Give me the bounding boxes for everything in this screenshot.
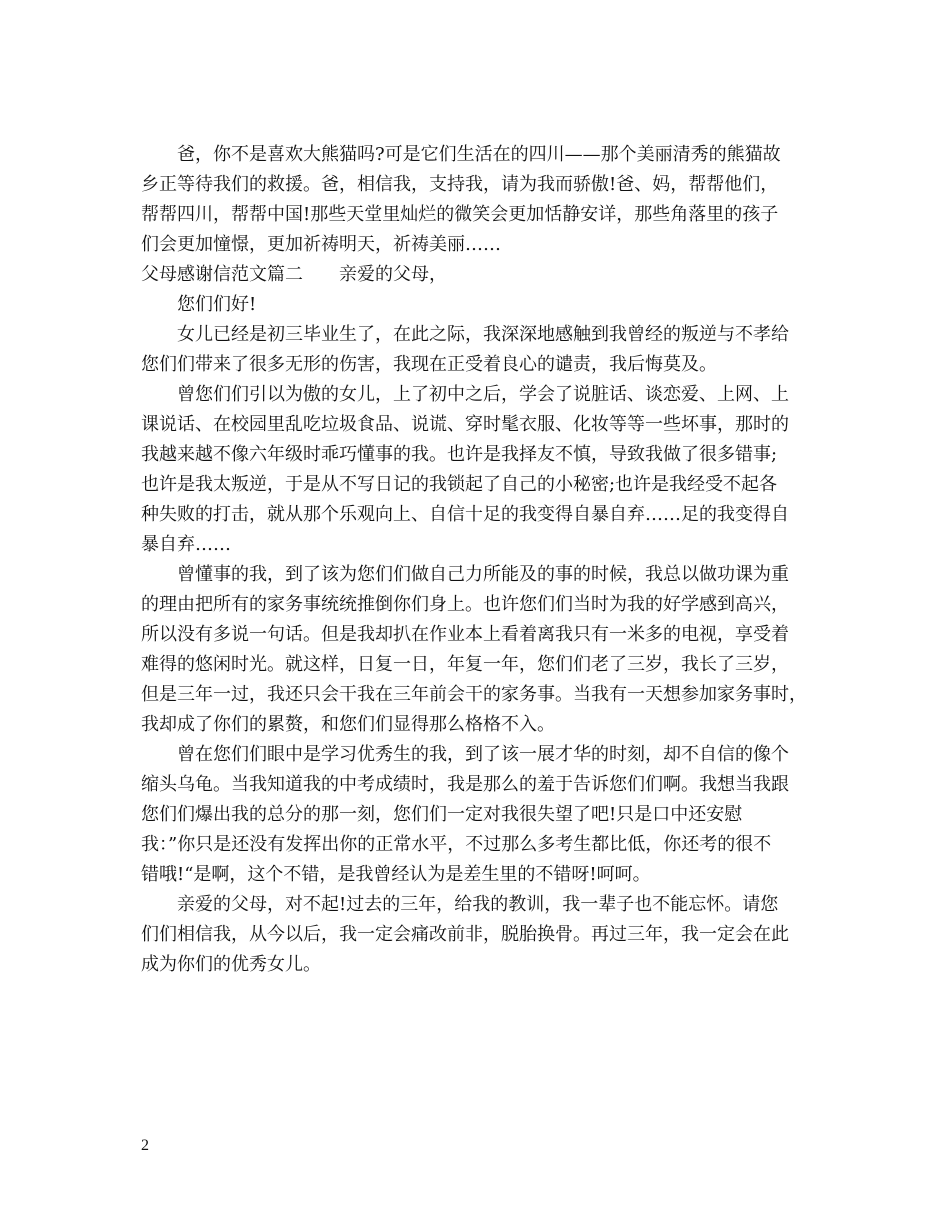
text-line: 暴自弃……: [141, 534, 231, 555]
text-line: 但是三年一过，我还只会干我在三年前会干的家务事。当我有一天想参加家务事时，: [141, 684, 807, 705]
text-line: 所以没有多说一句话。但是我却扒在作业本上看着离我只有一米多的电视，享受着: [141, 624, 789, 645]
greeting-line: 您们们好!: [141, 294, 257, 315]
text-line: 我却成了你们的累赘，和您们们显得那么格格不入。: [141, 714, 555, 735]
text-line: 成为你们的优秀女儿。: [141, 954, 321, 975]
text-line: 乡正等待我们的救援。爸，相信我，支持我，请为我而骄傲!爸、妈，帮帮他们，: [141, 174, 779, 195]
text-line: 女儿已经是初三毕业生了，在此之际，我深深地感触到我曾经的叛逆与不孝给: [141, 324, 789, 345]
text-line: 种失败的打击，就从那个乐观向上、自信十足的我变得自暴自弃……足的我变得自: [141, 504, 789, 525]
text-line: 课说话、在校园里乱吃垃圾食品、说谎、穿时髦衣服、化妆等等一些坏事，那时的: [141, 414, 789, 435]
text-line: 您们们带来了很多无形的伤害，我现在正受着良心的谴责，我后悔莫及。: [141, 354, 717, 375]
text-line: 错哦!“是啊，这个不错，是我曾经认为是差生里的不错呀!呵呵。: [141, 864, 651, 885]
text-line: 爸，你不是喜欢大熊猫吗?可是它们生活在的四川——那个美丽清秀的熊猫故: [141, 144, 781, 165]
text-line: 您们们爆出我的总分的那一刻，您们们一定对我很失望了吧!只是口中还安慰: [141, 804, 743, 825]
text-line: 们们相信我，从今以后，我一定会痛改前非，脱胎换骨。再过三年，我一定会在此: [141, 924, 789, 945]
text-line: 难得的悠闲时光。就这样，日复一日，年复一年，您们们老了三岁，我长了三岁，: [141, 654, 789, 675]
text-line: 亲爱的父母，对不起!过去的三年，给我的教训，我一辈子也不能忘怀。请您: [141, 894, 779, 915]
text-line: 曾您们们引以为傲的女儿，上了初中之后，学会了说脏话、谈恋爱、上网、上: [141, 384, 789, 405]
text-line: 曾在您们们眼中是学习优秀生的我，到了该一展才华的时刻，却不自信的像个: [141, 744, 789, 765]
text-line: 曾懂事的我，到了该为您们们做自己力所能及的事的时候，我总以做功课为重: [141, 564, 789, 585]
page-number: 2: [141, 1137, 149, 1154]
section-heading-line: 父母感谢信范文篇二 亲爱的父母，: [141, 264, 447, 285]
text-line: 也许是我太叛逆，于是从不写日记的我锁起了自己的小秘密;也许是我经受不起各: [141, 474, 778, 495]
document-body: [141, 140, 821, 980]
text-line: 的理由把所有的家务事统统推倒你们身上。也许您们们当时为我的好学感到高兴，: [141, 594, 789, 615]
text-line: 缩头乌龟。当我知道我的中考成绩时，我是那么的羞于告诉您们们啊。我想当我跟: [141, 774, 789, 795]
text-line: 帮帮四川，帮帮中国!那些天堂里灿烂的微笑会更加恬静安详，那些角落里的孩子: [141, 204, 779, 225]
text-line: 们会更加憧憬，更加祈祷明天，祈祷美丽……: [141, 234, 501, 255]
text-line: 我：”你只是还没有发挥出你的正常水平，不过那么多考生都比低，你还考的很不: [141, 834, 772, 855]
text-line: 我越来越不像六年级时乖巧懂事的我。也许是我择友不慎，导致我做了很多错事;: [141, 444, 778, 465]
